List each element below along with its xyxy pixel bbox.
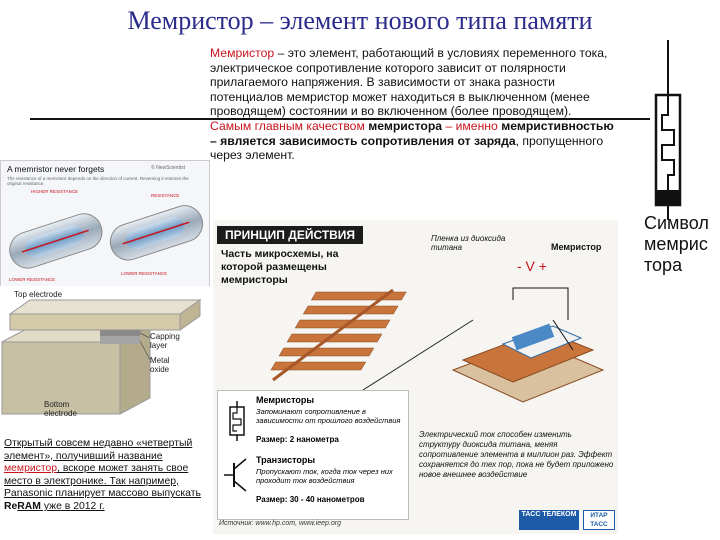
crossbar-structure-figure	[0, 286, 210, 420]
key-quality-term: мемристора	[368, 118, 443, 133]
legend2-size: Размер: 30 - 40 нанометров	[256, 495, 365, 504]
legend1-text: Запоминают сопротивление в зависимости от прошлого воздействия	[256, 407, 401, 425]
symbol-caption: Символ мемрис тора	[644, 213, 709, 275]
film-label: Пленка из диоксида титана	[431, 234, 506, 252]
main-description	[210, 46, 620, 163]
legend2-text: Пропускают ток, когда ток через них проходит ток воздействия	[256, 467, 393, 485]
memristivity-end: , пропущенного через элемент.	[210, 133, 604, 163]
reram-re: Re	[4, 500, 18, 512]
label-top-electrode: Top electrode	[14, 290, 63, 299]
cylinders-illustration	[1, 183, 209, 287]
key-quality-dash: – именно	[442, 118, 502, 133]
caption-text-3: уже в 2012 г.	[40, 500, 105, 512]
memristor-label: Мемристор	[551, 242, 602, 252]
effect-description: Электрический ток способен изменить структуру диоксида титана, меняя сопротивление элемента в миллион раз. Эффект сохраняется до тех пор, пока не будет приложено новое внешнее воздействие	[419, 430, 614, 479]
legend1-size: Размер: 2 нанометра	[256, 435, 339, 444]
figure-source: © NewScientist	[151, 165, 185, 171]
tass-telecom-logo: ТАСС ТЕЛЕКОМ	[519, 510, 579, 530]
figure-subtitle: The resistance of a memristor depends on the direction of current. Reversing it restores the original resistance.	[7, 176, 189, 186]
memristor-legend-icon	[224, 401, 250, 441]
label-lower-resistance-2: LOWER RESISTANCE	[121, 271, 168, 276]
definition-text: – это элемент, работающий в условиях переменного тока, электрическое сопротивление которого зависит от полярности прилагаемого напряжения. В зависимости от знака разности потенциалов мемристор может находиться в выключенном (менее проводящем) состоянии и во включенном (более проводящем).	[210, 46, 608, 119]
label-resistance: RESISTANCE	[151, 193, 180, 198]
label-metal-oxide: Metal oxide	[150, 356, 170, 374]
memristor-forgets-figure	[0, 160, 210, 288]
memristor-link[interactable]: мемристор	[4, 463, 58, 475]
caption-text-2: , вскоре может занять свое место в электронике. Так например, Panasonic планирует массово выпускать	[4, 463, 201, 500]
memristivity-definition: – является зависимость сопротивления от заряда	[210, 133, 516, 148]
transistor-legend-icon	[224, 457, 250, 493]
caption-text-1: Открытый совсем недавно «четвертый элемент», получивший название	[4, 438, 193, 462]
label-capping-layer: Capping layer	[150, 332, 180, 350]
itar-tass-logo: ИТАР ТАСС	[583, 510, 615, 530]
memristivity-term: мемристивностью	[501, 118, 614, 133]
crossbar-illustration	[0, 286, 210, 420]
legend2-title: Транзисторы	[256, 455, 316, 465]
legend1-title: Мемристоры	[256, 395, 315, 405]
infographic-subheader: Часть микросхемы, на которой размещены мемристоры	[221, 248, 339, 286]
key-quality-intro: Самым главным качеством	[210, 118, 369, 133]
infographic-header: ПРИНЦИП ДЕЙСТВИЯ	[217, 226, 363, 244]
legend-box	[217, 390, 409, 520]
label-lower-resistance-1: LOWER RESISTANCE	[9, 277, 56, 282]
label-higher-resistance: HIGHER RESISTANCE	[31, 189, 79, 194]
label-bottom-electrode: Bottom electrode	[44, 400, 77, 418]
figure-title: A memristor never forgets	[7, 164, 105, 174]
principle-infographic	[213, 220, 618, 534]
left-caption	[4, 438, 208, 514]
memristor-symbol-icon	[640, 40, 700, 220]
slide-title: Мемристор – элемент нового типа памяти	[127, 6, 593, 35]
infographic-source: Источник: www.hp.com, www.ieep.org	[219, 520, 341, 527]
reram-ram: RAM	[17, 500, 41, 512]
term-memristor: Мемристор	[210, 46, 275, 60]
voltage-label: - V +	[517, 258, 547, 274]
